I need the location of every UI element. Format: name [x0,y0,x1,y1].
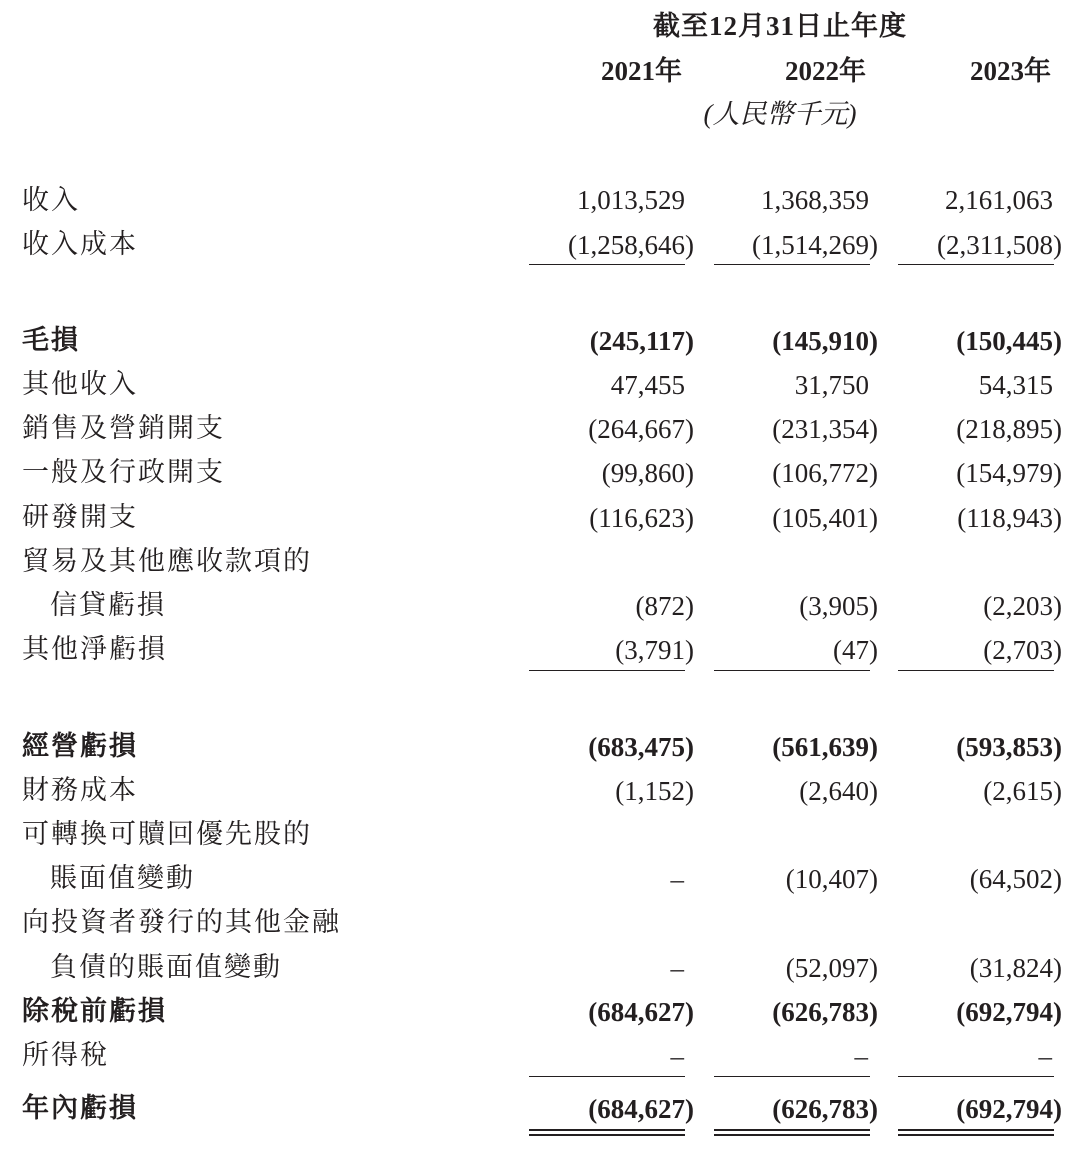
cell-carrying-change-2021: – [670,864,684,894]
cell-income-tax-2022: – [854,1041,868,1071]
row-label-general-admin-expenses: 一般及行政開支 [22,457,225,487]
cell-cost-of-revenue-2022: (1,514,269) [752,230,878,260]
cell-credit-loss-2022: (3,905) [799,591,878,621]
cell-selling-marketing-2023: (218,895) [956,414,1062,444]
row-label-operating-loss: 經營虧損 [22,731,138,761]
cell-operating-loss-2023: (593,853) [956,732,1062,762]
cell-carrying-change-2023: (64,502) [969,864,1062,894]
cell-gross-loss-2023: (150,445) [956,326,1062,356]
cell-general-admin-2021: (99,860) [601,458,694,488]
cell-revenue-2022: 1,368,359 [761,185,869,215]
cell-liabilities-change-2022: (52,097) [785,953,878,983]
cell-operating-loss-2022: (561,639) [772,732,878,762]
cell-revenue-2023: 2,161,063 [945,185,1053,215]
cell-general-admin-2023: (154,979) [956,458,1062,488]
cell-credit-loss-2023: (2,203) [983,591,1062,621]
cell-gross-loss-2021: (245,117) [589,326,694,356]
cell-liabilities-change-2023: (31,824) [969,953,1062,983]
cell-loss-before-tax-2023: (692,794) [956,997,1062,1027]
cell-finance-costs-2021: (1,152) [615,776,694,806]
subtotal-rule [714,1076,870,1077]
cell-finance-costs-2022: (2,640) [799,776,878,806]
subtotal-rule [898,670,1054,671]
cell-other-net-loss-2023: (2,703) [983,635,1062,665]
subtotal-rule [714,264,870,265]
cell-operating-loss-2021: (683,475) [588,732,694,762]
cell-rd-2022: (105,401) [772,503,878,533]
row-label-loss-before-tax: 除稅前虧損 [22,996,167,1026]
unit-header: (人民幣千元) [703,99,857,129]
cell-selling-marketing-2021: (264,667) [588,414,694,444]
cell-cost-of-revenue-2023: (2,311,508) [937,230,1062,260]
cell-income-tax-2023: – [1038,1041,1052,1071]
subtotal-rule [898,1076,1054,1077]
total-double-rule [714,1129,870,1136]
subtotal-rule [529,670,685,671]
subtotal-rule [529,264,685,265]
year-header-2023: 2023年 [970,56,1051,86]
total-double-rule [898,1129,1054,1136]
cell-finance-costs-2023: (2,615) [983,776,1062,806]
cell-rd-2021: (116,623) [589,503,694,533]
cell-loss-before-tax-2022: (626,783) [772,997,878,1027]
cell-selling-marketing-2022: (231,354) [772,414,878,444]
row-label-other-income: 其他收入 [22,369,138,399]
cell-other-net-loss-2021: (3,791) [615,635,694,665]
cell-cost-of-revenue-2021: (1,258,646) [568,230,694,260]
subtotal-rule [714,670,870,671]
cell-other-net-loss-2022: (47) [833,635,878,665]
row-label-income-tax: 所得稅 [22,1040,109,1070]
row-label-other-net-loss: 其他淨虧損 [22,634,167,664]
period-header: 截至12月31日止年度 [653,11,907,41]
row-label-gross-loss: 毛損 [22,325,80,355]
row-label-carrying-amount-change: 賬面值變動 [50,863,195,893]
row-label-cost-of-revenue: 收入成本 [22,229,138,259]
cell-gross-loss-2022: (145,910) [772,326,878,356]
row-label-revenue: 收入 [22,185,80,215]
year-header-2022: 2022年 [785,56,866,86]
row-label-convertible-preferred: 可轉換可贖回優先股的 [22,819,312,849]
cell-other-income-2023: 54,315 [978,370,1053,400]
total-double-rule [529,1129,685,1136]
row-label-credit-loss: 信貸虧損 [50,590,166,620]
year-header-2021: 2021年 [601,56,682,86]
cell-loss-for-year-2022: (626,783) [772,1094,878,1124]
cell-liabilities-change-2021: – [670,953,684,983]
row-label-liabilities-carrying-change: 負債的賬面值變動 [50,952,282,982]
row-label-trade-receivables: 貿易及其他應收款項的 [22,546,312,576]
row-label-rd-expenses: 研發開支 [22,502,138,532]
row-label-loss-for-year: 年內虧損 [22,1093,138,1123]
subtotal-rule [529,1076,685,1077]
cell-credit-loss-2021: (872) [635,591,694,621]
cell-loss-before-tax-2021: (684,627) [588,997,694,1027]
cell-loss-for-year-2023: (692,794) [956,1094,1062,1124]
cell-income-tax-2021: – [670,1041,684,1071]
row-label-finance-costs: 財務成本 [22,775,138,805]
cell-loss-for-year-2021: (684,627) [588,1094,694,1124]
cell-carrying-change-2022: (10,407) [785,864,878,894]
cell-revenue-2021: 1,013,529 [577,185,685,215]
row-label-selling-marketing-expenses: 銷售及營銷開支 [22,413,225,443]
cell-general-admin-2022: (106,772) [772,458,878,488]
cell-other-income-2022: 31,750 [794,370,869,400]
subtotal-rule [898,264,1054,265]
cell-rd-2023: (118,943) [957,503,1062,533]
row-label-other-financial-instruments: 向投資者發行的其他金融 [22,907,341,937]
cell-other-income-2021: 47,455 [610,370,685,400]
